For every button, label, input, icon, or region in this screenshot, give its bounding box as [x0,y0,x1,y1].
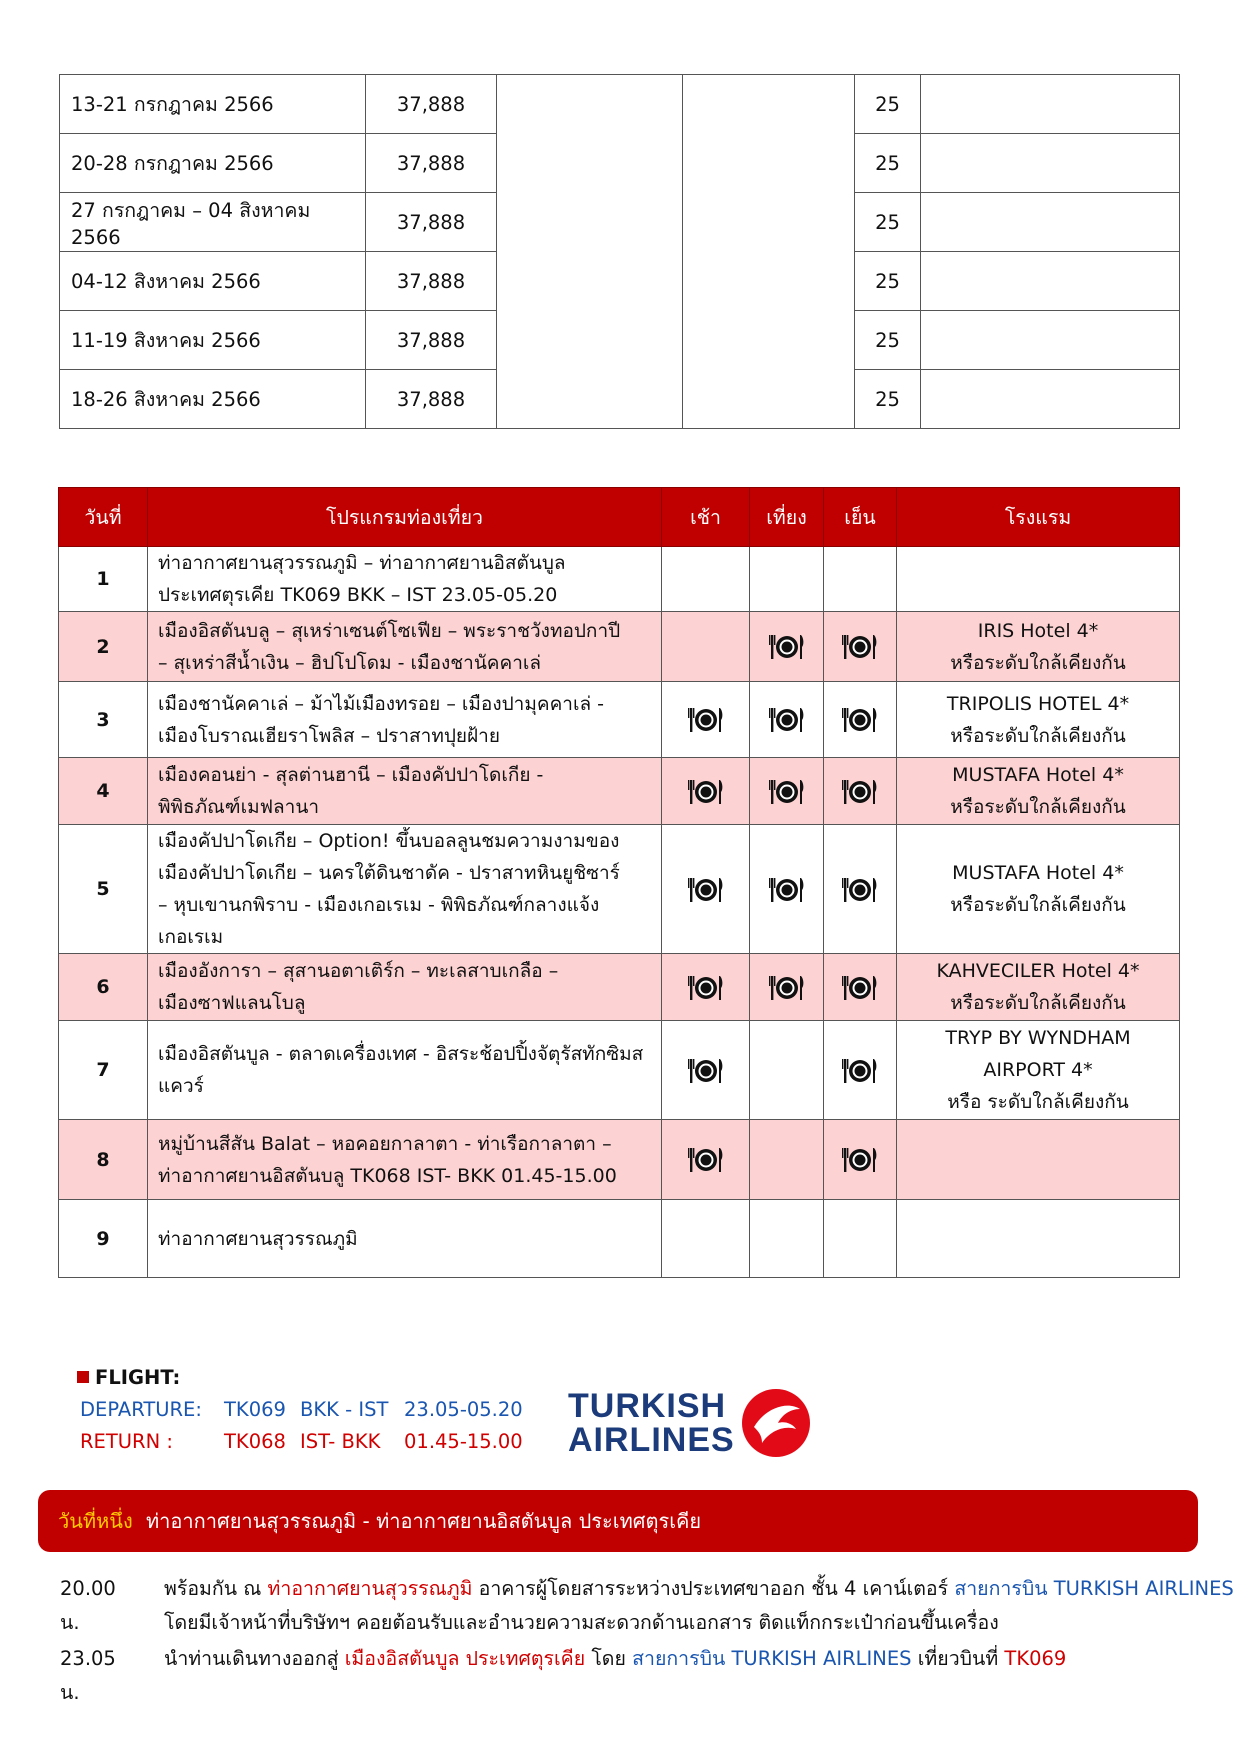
date-note [921,134,1180,193]
date-note [921,370,1180,429]
meal-icon [686,777,726,807]
date-row [60,75,1180,134]
date-note [921,75,1180,134]
dinner-cell [824,758,897,825]
departure-code: TK069 [224,1398,286,1421]
day-number: 7 [59,1021,148,1120]
program-cell [148,825,662,954]
hotel-cell [897,612,1180,682]
departure-time: 23.05-05.20 [404,1398,523,1421]
hotel-cell [897,825,1180,954]
itinerary-row [59,825,1180,954]
meal-icon [840,705,880,735]
meal-icon [686,973,726,1003]
banner-title: ท่าอากาศยานสุวรรณภูมิ - ท่าอากาศยานอิสตันบูล ประเทศตุรเคีย [146,1509,702,1533]
dinner-cell [824,1120,897,1200]
hotel-cell [897,1120,1180,1200]
dinner-cell [824,954,897,1021]
hotel-cell [897,1021,1180,1120]
date-note [921,311,1180,370]
return-code: TK068 [224,1430,286,1453]
lunch-cell [750,612,824,682]
program-line: ท่าอากาศยานอิสตันบลู TK068 IST- BKK 01.45-15.00 [158,1164,617,1187]
departure-row [75,1394,545,1426]
program-cell [148,1200,662,1278]
text-plain: โดยมีเจ้าหน้าที่บริษัทฯ คอยต้อนรับและอำนวยความสะดวกด้านเอกสาร ติดแท็กกระเป๋าก่อนขึ้นเครื่อง [164,1611,999,1634]
hotel-line: KAHVECILER Hotel 4* [936,960,1140,982]
day-number: 2 [59,612,148,682]
dinner-cell [824,1200,897,1278]
dinner-cell [824,612,897,682]
text-plain: อาคารผู้โดยสารระหว่างประเทศขาออก ชั้น 4 เคาน์เตอร์ [472,1577,955,1600]
meal-icon [767,705,807,735]
schedule-text [164,1642,1241,1676]
departure-route: BKK - IST [300,1398,389,1421]
meal-icon [686,1056,726,1086]
itinerary-row [59,954,1180,1021]
date-price: 37,888 [366,311,497,370]
program-line: เมืองซาฟแลนโบลู [158,992,306,1014]
flight-heading-row [75,1362,545,1394]
date-period: 20-28 กรกฎาคม 2566 [60,134,366,193]
itinerary-row [59,1120,1180,1200]
date-period: 18-26 สิงหาคม 2566 [60,370,366,429]
flight-heading: FLIGHT: [95,1366,181,1389]
hotel-line: TRYP BY WYNDHAM [945,1027,1131,1049]
departure-dates-table [59,74,1180,429]
day-number: 4 [59,758,148,825]
itinerary-table [58,487,1180,1278]
breakfast-cell [662,758,750,825]
program-line: เมืองโบราณเฮียราโพลิส – ปราสาทปุยฝ้าย [158,724,500,747]
itinerary-row [59,612,1180,682]
logo-line2: AIRLINES [568,1421,735,1459]
date-period: 27 กรกฎาคม – 04 สิงหาคม 2566 [60,193,366,252]
hotel-cell [897,1200,1180,1278]
lunch-cell [750,758,824,825]
lunch-cell [750,682,824,758]
breakfast-cell [662,1120,750,1200]
date-seats: 25 [855,252,921,311]
text-flight-number: TK069 [1004,1647,1067,1670]
meal-icon [686,875,726,905]
return-route: IST- BKK [300,1430,381,1453]
breakfast-cell [662,1021,750,1120]
hotel-line: หรือระดับใกล้เคียงกัน [950,992,1126,1014]
meal-icon [686,1145,726,1175]
meal-icon [767,632,807,662]
header-breakfast: เช้า [662,488,750,547]
hotel-line: AIRPORT 4* [983,1059,1093,1081]
date-price: 37,888 [366,370,497,429]
program-line: เมืองคัปปาโดเกีย – นครใต้ดินชาดัค - ปราสาทหินยูชิซาร์ [158,862,620,884]
itinerary-row [59,758,1180,825]
hotel-line: หรือระดับใกล้เคียงกัน [950,724,1126,747]
hotel-line: หรือระดับใกล้เคียงกัน [950,651,1126,674]
return-label: RETURN : [80,1430,173,1453]
dinner-cell [824,825,897,954]
hotel-line: MUSTAFA Hotel 4* [952,764,1124,786]
day-number: 8 [59,1120,148,1200]
text-plain: นำท่านเดินทางออกสู่ [164,1647,345,1670]
text-plain: พร้อมกัน ณ [164,1577,268,1600]
date-price: 37,888 [366,252,497,311]
lunch-cell [750,1021,824,1120]
date-period: 04-12 สิงหาคม 2566 [60,252,366,311]
program-line: เมืองอังการา – สุสานอตาเติร์ก – ทะเลสาบเกลือ – [158,960,559,982]
breakfast-cell [662,825,750,954]
date-seats: 25 [855,193,921,252]
meal-icon [840,632,880,662]
breakfast-cell [662,547,750,612]
lunch-cell [750,954,824,1021]
date-note [921,193,1180,252]
return-time: 01.45-15.00 [404,1430,523,1453]
flight-info [75,1362,545,1458]
dinner-cell [824,547,897,612]
text-airport: ท่าอากาศยานสุวรรณภูมิ [267,1577,473,1600]
program-cell [148,682,662,758]
schedule-text [164,1572,1241,1640]
hotel-line: TRIPOLIS HOTEL 4* [946,692,1130,715]
header-program: โปรแกรมท่องเที่ยว [148,488,662,547]
meal-icon [840,1056,880,1086]
day-number: 5 [59,825,148,954]
date-price: 37,888 [366,134,497,193]
date-price: 37,888 [366,193,497,252]
banner-day-label: วันที่หนึ่ง [58,1509,133,1533]
header-hotel: โรงแรม [897,488,1180,547]
program-line: พิพิธภัณฑ์เมฟลานา [158,796,320,818]
day-number: 6 [59,954,148,1021]
itinerary-row [59,682,1180,758]
program-line: เมืองอิสตันบลู – สุเหร่าเซนต์โซเฟีย – พระราชวังทอปกาปี [158,619,621,642]
program-line: เมืองชานัคคาเล่ – ม้าไม้เมืองทรอย – เมืองปามุคคาเล่ - [158,692,604,715]
hotel-cell [897,682,1180,758]
text-destination: เมืองอิสตันบูล ประเทศตุรเคีย [344,1647,586,1670]
date-seats: 25 [855,370,921,429]
lunch-cell [750,547,824,612]
logo-wordmark [568,1389,735,1457]
breakfast-cell [662,682,750,758]
day-number: 1 [59,547,148,612]
program-line: – สุเหร่าสีน้ำเงิน – ฮิปโปโดม - เมืองชานัคคาเล่ [158,651,542,674]
itinerary-row [59,1200,1180,1278]
date-merged-cell [683,75,855,429]
header-lunch: เที่ยง [750,488,824,547]
program-cell [148,1120,662,1200]
dinner-cell [824,682,897,758]
program-cell [148,612,662,682]
header-day: วันที่ [59,488,148,547]
logo-line1: TURKISH [568,1387,727,1425]
schedule-time: 23.05 น. [60,1647,116,1704]
meal-icon [767,875,807,905]
program-line: เกอเรเม [158,926,224,948]
itinerary-header-row [59,488,1180,547]
date-seats: 25 [855,134,921,193]
hotel-line: MUSTAFA Hotel 4* [952,862,1124,884]
schedule-time: 20.00 น. [60,1577,116,1634]
text-plain: เที่ยวบินที่ [911,1647,1005,1670]
hotel-line: IRIS Hotel 4* [977,619,1099,642]
meal-icon [840,1145,880,1175]
date-period: 13-21 กรกฎาคม 2566 [60,75,366,134]
day-number: 3 [59,682,148,758]
hotel-line: หรือระดับใกล้เคียงกัน [950,796,1126,818]
program-cell [148,547,662,612]
text-airline: สายการบิน TURKISH AIRLINES [632,1647,912,1670]
header-dinner: เย็น [824,488,897,547]
program-line: – หุบเขานกพิราบ - เมืองเกอเรเม - พิพิธภัณฑ์กลางแจ้ง [158,894,600,916]
program-line: เมืองอิสตันบูล - ตลาดเครื่องเทศ - อิสระช้อปปิ้งจัตุรัสทักซิมสแควร์ [158,1043,644,1097]
hotel-cell [897,954,1180,1021]
date-merged-cell [497,75,683,429]
date-period: 11-19 สิงหาคม 2566 [60,311,366,370]
return-row [75,1426,545,1458]
hotel-line: หรือระดับใกล้เคียงกัน [950,894,1126,916]
departure-label: DEPARTURE: [80,1398,202,1421]
program-line: ประเทศตุรเคีย TK069 BKK – IST 23.05-05.20 [158,584,558,606]
program-line: ท่าอากาศยานสุวรรณภูมิ – ท่าอากาศยานอิสตันบูล [158,552,566,574]
day-number: 9 [59,1200,148,1278]
hotel-cell [897,547,1180,612]
program-cell [148,758,662,825]
program-line: เมืองคอนย่า - สุลต่านฮานี – เมืองคัปปาโดเกีย - [158,764,544,786]
breakfast-cell [662,612,750,682]
turkish-airlines-logo [568,1383,818,1463]
lunch-cell [750,1200,824,1278]
meal-icon [767,777,807,807]
breakfast-cell [662,954,750,1021]
program-cell [148,954,662,1021]
meal-icon [767,973,807,1003]
turkish-airlines-bird-icon [740,1387,812,1459]
itinerary-row [59,547,1180,612]
meal-icon [840,875,880,905]
program-line: หมู่บ้านสีสัน Balat – หอคอยกาลาตา - ท่าเรือกาลาตา – [158,1132,612,1155]
hotel-line: หรือ ระดับใกล้เคียงกัน [947,1091,1129,1113]
text-plain: โดย [585,1647,633,1670]
program-line: ท่าอากาศยานสุวรรณภูมิ [158,1227,358,1250]
date-note [921,252,1180,311]
date-seats: 25 [855,75,921,134]
meal-icon [840,973,880,1003]
itinerary-row [59,1021,1180,1120]
date-price: 37,888 [366,75,497,134]
text-airline: สายการบิน TURKISH AIRLINES [954,1577,1234,1600]
meal-icon [686,705,726,735]
date-seats: 25 [855,311,921,370]
dinner-cell [824,1021,897,1120]
program-cell [148,1021,662,1120]
meal-icon [840,777,880,807]
program-line: เมืองคัปปาโดเกีย – Option! ขึ้นบอลลูนชมความงามของ [158,830,620,852]
lunch-cell [750,825,824,954]
hotel-cell [897,758,1180,825]
lunch-cell [750,1120,824,1200]
bullet-square-icon [77,1371,89,1383]
day-one-banner [38,1490,1198,1552]
breakfast-cell [662,1200,750,1278]
